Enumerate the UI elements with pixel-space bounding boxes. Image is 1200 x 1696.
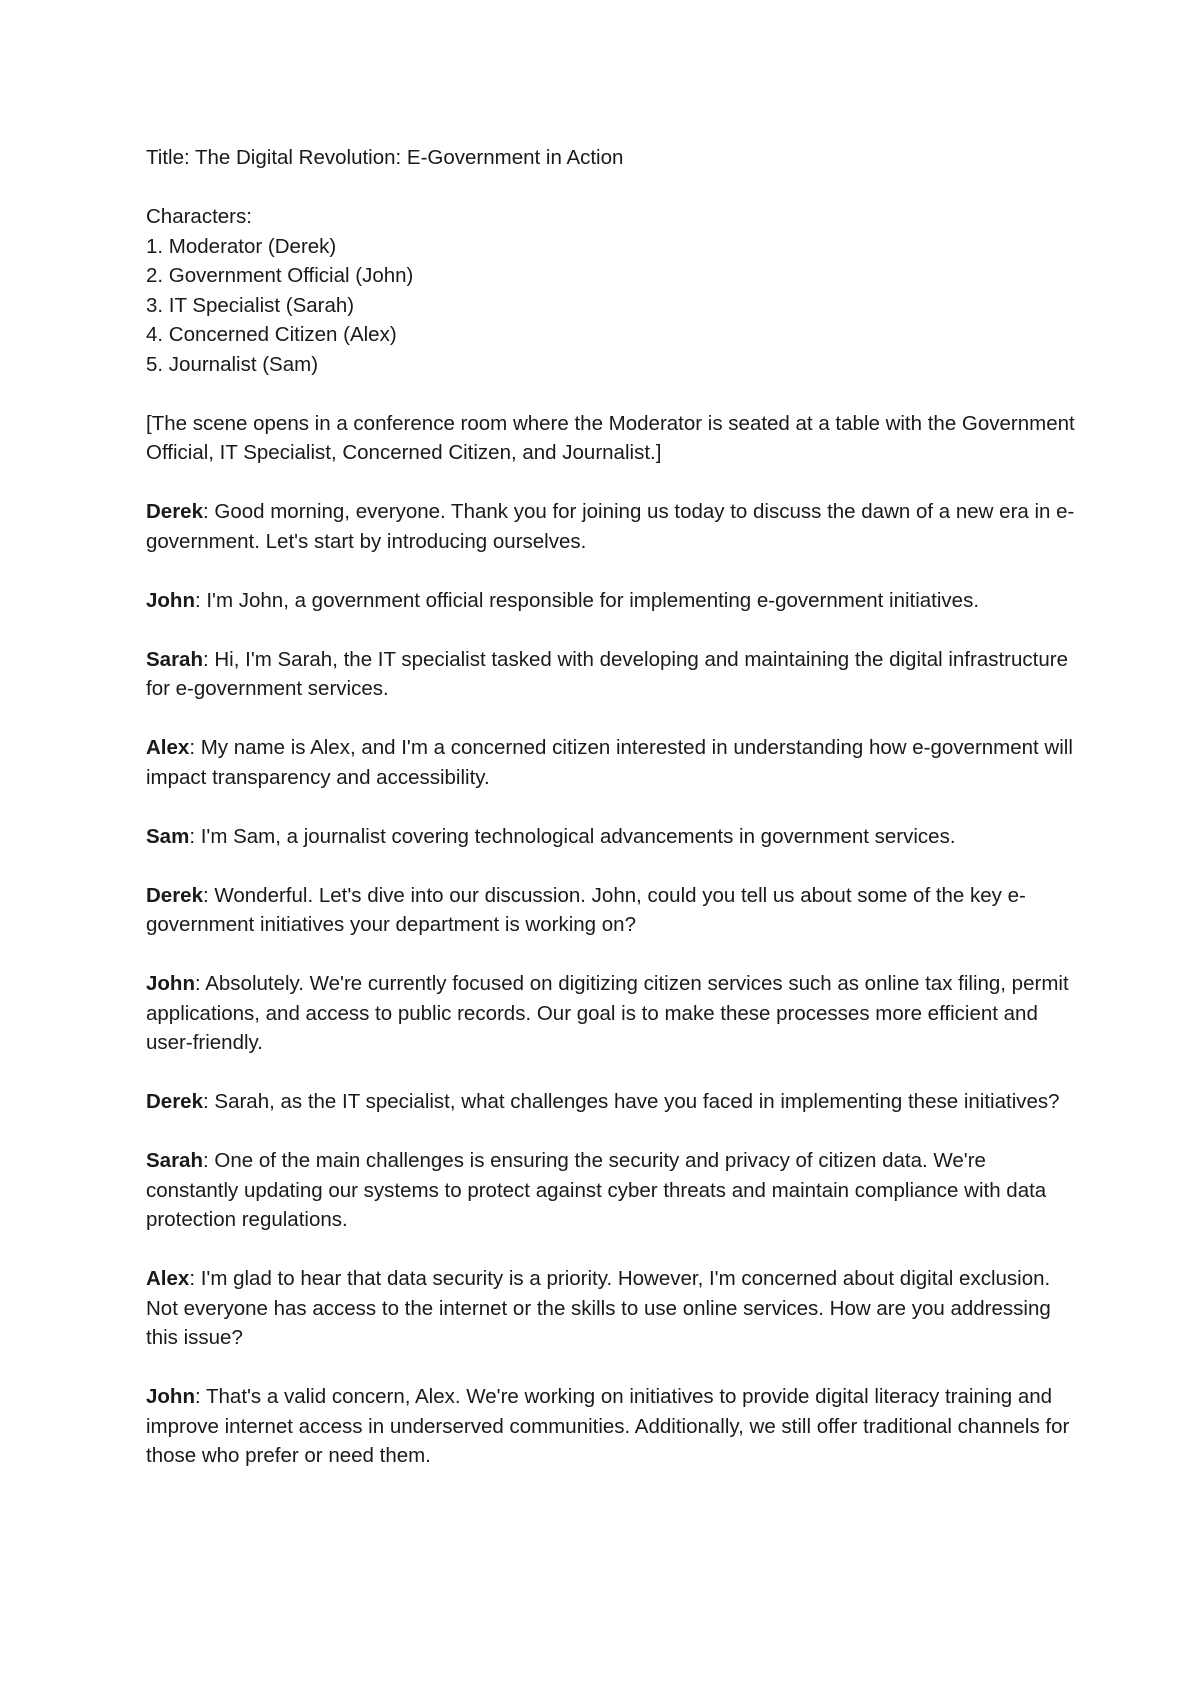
dialogue-line bbox=[146, 881, 1076, 940]
dialogue-line bbox=[146, 1087, 1076, 1117]
characters-heading: Characters: bbox=[146, 205, 252, 228]
stage-direction: [The scene opens in a conference room where the Moderator is seated at a table with the Government Official, IT Specialist, Concerned Citizen, and Journalist.] bbox=[146, 411, 1075, 464]
character-item: 4. Concerned Citizen (Alex) bbox=[146, 323, 397, 346]
speaker-name: John bbox=[146, 972, 195, 995]
dialogue-text: : I'm John, a government official responsible for implementing e-government initiatives. bbox=[194, 588, 980, 612]
speaker-name: Sarah bbox=[146, 647, 203, 671]
dialogue-line bbox=[146, 586, 1076, 616]
character-item: 1. Moderator (Derek) bbox=[146, 234, 337, 258]
dialogue-text: : Hi, I'm Sarah, the IT specialist tasked with developing and maintaining the digital infrastructure for e-government services. bbox=[146, 647, 1068, 700]
speaker-name: Sam bbox=[146, 824, 190, 848]
dialogue-line bbox=[146, 822, 1076, 852]
speaker-name: Derek bbox=[146, 883, 203, 907]
speaker-name: John bbox=[146, 588, 195, 612]
speaker-name: Derek bbox=[146, 500, 203, 523]
dialogue-line bbox=[146, 733, 1076, 792]
dialogue-text: : I'm glad to hear that data security is a priority. However, I'm concerned about digital exclusion. Not everyone has access to the internet or the skills to use online services. How are you addressing this issue? bbox=[146, 1267, 1051, 1349]
character-item: 2. Government Official (John) bbox=[146, 264, 414, 287]
dialogue-text: : That's a valid concern, Alex. We're working on initiatives to provide digital literacy training and improve internet access in underserved communities. Additionally, we still offer traditional channels for those who prefer or need them. bbox=[146, 1385, 1070, 1467]
dialogue-line bbox=[146, 1264, 1076, 1353]
speaker-name: John bbox=[146, 1385, 195, 1408]
document-title: Title: The Digital Revolution: E-Government in Action bbox=[146, 146, 624, 169]
characters-list bbox=[146, 232, 1076, 380]
dialogue-line bbox=[146, 1146, 1076, 1235]
dialogue-text: : I'm Sam, a journalist covering technological advancements in government services. bbox=[189, 824, 956, 848]
character-item: 3. IT Specialist (Sarah) bbox=[146, 293, 355, 317]
dialogue-text: : Wonderful. Let's dive into our discussion. John, could you tell us about some of the key e-government initiatives your department is working on? bbox=[146, 883, 1026, 936]
speaker-name: Sarah bbox=[146, 1149, 203, 1172]
dialogue-text: : My name is Alex, and I'm a concerned citizen interested in understanding how e-government will impact transparency and accessibility. bbox=[146, 736, 1073, 789]
character-item: 5. Journalist (Sam) bbox=[146, 352, 319, 376]
dialogue-text: : Good morning, everyone. Thank you for joining us today to discuss the dawn of a new era in e-government. Let's start by introducing ourselves. bbox=[146, 500, 1075, 553]
dialogue-text: : Absolutely. We're currently focused on digitizing citizen services such as online tax filing, permit applications, and access to public records. Our goal is to make these processes more efficient and user-friendly. bbox=[146, 972, 1069, 1054]
dialogue-text: : Sarah, as the IT specialist, what challenges have you faced in implementing these initiatives? bbox=[203, 1090, 1060, 1113]
dialogue-line bbox=[146, 497, 1076, 556]
speaker-name: Alex bbox=[146, 1267, 190, 1290]
dialogue-text: : One of the main challenges is ensuring the security and privacy of citizen data. We're constantly updating our systems to protect against cyber threats and maintain compliance with data protection regulations. bbox=[146, 1149, 1047, 1231]
speaker-name: Derek bbox=[146, 1090, 203, 1113]
document-page bbox=[146, 143, 1076, 1500]
dialogue-line bbox=[146, 645, 1076, 704]
speaker-name: Alex bbox=[146, 736, 190, 759]
dialogue-line bbox=[146, 1382, 1076, 1471]
dialogue-line bbox=[146, 969, 1076, 1058]
